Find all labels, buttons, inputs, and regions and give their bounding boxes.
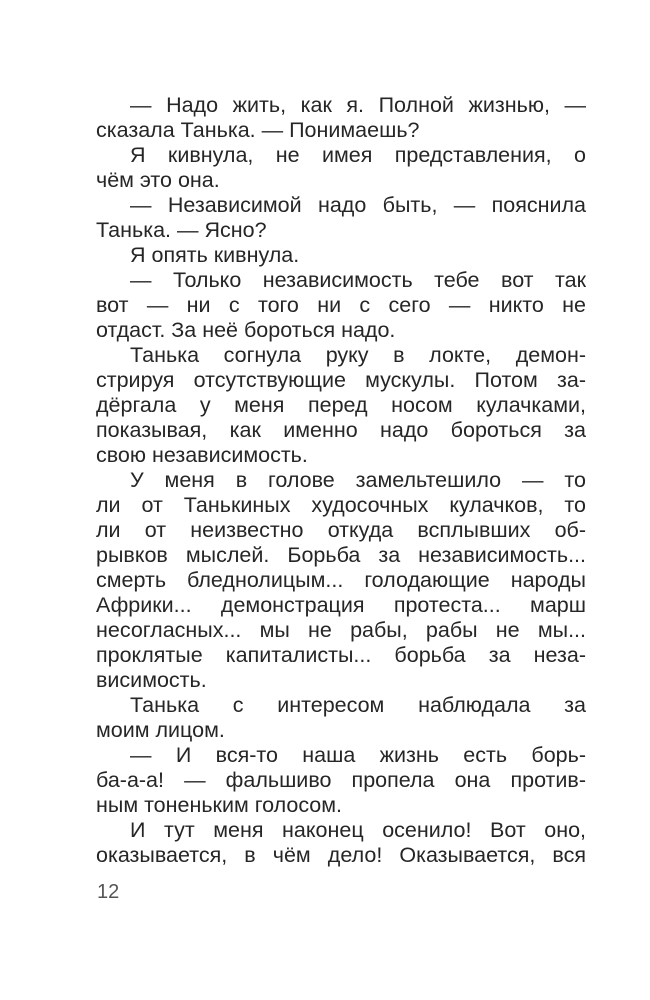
text-line: Танька согнула руку в локте, демон-	[130, 343, 586, 367]
text-line: несогласных... мы не рабы, рабы не мы...	[96, 618, 586, 642]
text-line: — Надо жить, как я. Полной жизнью, —	[130, 93, 586, 117]
text-line: сказала Танька. — Понимаешь?	[96, 118, 420, 142]
text-line: И тут меня наконец осенило! Вот оно,	[130, 818, 586, 842]
text-line: дёргала у меня перед носом кулачками,	[96, 393, 586, 417]
text-line: — Только независимость тебе вот так	[130, 268, 586, 292]
text-line: проклятые капиталисты... борьба за неза-	[96, 643, 586, 667]
text-line: чём это она.	[96, 168, 220, 192]
text-line: У меня в голове замельтешило — то	[130, 468, 586, 492]
text-line: вот — ни с того ни с сего — никто не	[96, 293, 586, 317]
text-line: свою независимость.	[96, 443, 308, 467]
text-line: рывков мыслей. Борьба за независимость...	[96, 543, 586, 567]
text-line: стрируя отсутствующие мускулы. Потом за-	[96, 368, 586, 392]
text-line: ли от Танькиных худосочных кулачков, то	[96, 493, 586, 517]
text-line: — И вся-то наша жизнь есть борь-	[130, 743, 586, 767]
page-number: 12	[97, 881, 120, 903]
text-line: показывая, как именно надо бороться за	[96, 418, 586, 442]
text-line: ным тоненьким голосом.	[96, 793, 343, 817]
text-line: висимость.	[96, 668, 207, 692]
text-line: ли от неизвестно откуда всплывших об-	[96, 518, 586, 542]
text-line: Африки... демонстрация протеста... марш	[96, 593, 586, 617]
text-line: — Независимой надо быть, — пояснила	[130, 193, 586, 217]
text-line: смерть бледнолицым... голодающие народы	[96, 568, 586, 592]
text-line: оказывается, в чём дело! Оказывается, вся	[96, 843, 586, 867]
text-line: ба-а-а! — фальшиво пропела она против-	[96, 768, 586, 792]
text-line: Танька. — Ясно?	[96, 218, 267, 242]
text-line: отдаст. За неё бороться надо.	[96, 318, 396, 342]
text-line: моим лицом.	[96, 718, 225, 742]
text-line: Я опять кивнула.	[130, 243, 300, 267]
text-line: Я кивнула, не имея представления, о	[130, 143, 586, 167]
book-page-text	[96, 93, 586, 868]
text-line: Танька с интересом наблюдала за	[130, 693, 586, 717]
